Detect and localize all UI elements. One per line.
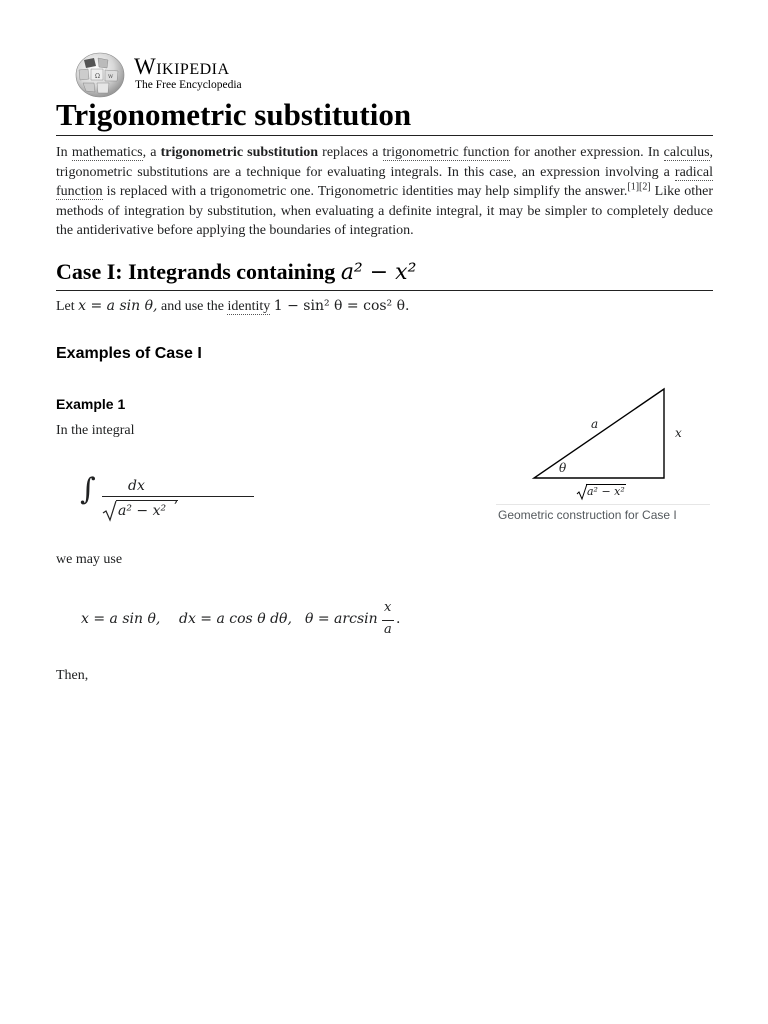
intro-text: is replaced with a trigonometric one. Trigonometric identities may help simplify the answer.: [102, 184, 628, 200]
intro-text: Like other methods of integration by substitution, when evaluating a definite integral, it may be simpler to completely deduce the antiderivative before applying the boundaries of integration.: [56, 184, 714, 239]
integral-comma: ,: [174, 490, 179, 506]
arcsin-numerator: x: [384, 600, 392, 615]
link-trigonometric-function[interactable]: trigonometric function: [382, 145, 510, 160]
reference-2[interactable]: [2]: [639, 181, 651, 193]
intro-text: replaces a: [318, 145, 383, 160]
svg-text:Ω: Ω: [95, 73, 100, 80]
integral-sign: ∫: [80, 472, 96, 507]
wikipedia-tagline: The Free Encyclopedia: [135, 79, 242, 91]
substitution-dx: dx = a cos θ dθ,: [179, 611, 292, 627]
intro-paragraph: [56, 143, 713, 241]
heading-math: a² − x²: [340, 260, 417, 285]
let-paragraph: [56, 297, 713, 317]
wikipedia-globe-icon: [74, 52, 126, 98]
figure-caption: Geometric construction for Case I: [498, 508, 677, 522]
we-may-use-text: we may use: [56, 552, 123, 567]
intro-text: for another expression. In: [509, 145, 664, 160]
equation-period: .: [396, 611, 401, 627]
let-text: Let: [56, 299, 79, 314]
arcsin-denominator: a: [384, 622, 392, 637]
example-1-heading: Example 1: [56, 396, 126, 412]
integral-equation: [80, 474, 200, 524]
link-radical-function[interactable]: radical function: [56, 164, 713, 200]
right-triangle: [534, 389, 664, 478]
section-heading-case-1: [56, 257, 713, 291]
intro-text: In: [56, 145, 72, 160]
heading-text: Case I: Integrands containing: [56, 259, 341, 284]
integral-denominator: a² − x²: [118, 503, 167, 519]
label-opposite: x: [675, 426, 682, 440]
let-math: x = a sin θ,: [78, 298, 158, 314]
page-title: Trigonometric substitution: [56, 97, 713, 136]
then-text: Then,: [56, 668, 89, 683]
link-identity[interactable]: identity: [227, 299, 271, 314]
sqrt-sign-icon: [102, 500, 118, 522]
sqrt-bar: [116, 500, 178, 501]
label-hypotenuse: a: [591, 417, 599, 431]
subsection-heading-examples: Examples of Case I: [56, 345, 202, 362]
label-angle: θ: [559, 461, 567, 475]
caption-divider: [496, 504, 710, 505]
link-mathematics[interactable]: mathematics: [71, 145, 143, 160]
substitution-equations: [81, 600, 441, 643]
substitution-theta: θ = arcsin: [305, 611, 378, 627]
label-adjacent: a² − x²: [587, 485, 625, 498]
intro-text: , trigonometric substitutions are a technique for evaluating integrals. In this case, an expression involving a: [56, 145, 714, 180]
integral-numerator: dx: [128, 478, 145, 494]
reference-1[interactable]: [1]: [627, 181, 640, 193]
in-the-integral-text: In the integral: [56, 423, 135, 438]
wikipedia-logo[interactable]: [74, 52, 254, 98]
wikipedia-wordmark: Wikipedia: [134, 54, 230, 79]
intro-text: , a: [142, 145, 161, 160]
svg-text:W: W: [108, 74, 114, 80]
identity-math: 1 − sin² θ = cos² θ.: [273, 298, 410, 314]
bold-term: trigonometric substitution: [160, 145, 318, 160]
use-text: and use the: [157, 299, 228, 314]
link-calculus[interactable]: calculus: [663, 145, 710, 160]
triangle-figure[interactable]: [520, 380, 700, 504]
arcsin-fraction-bar: [382, 620, 394, 621]
substitution-x: x = a sin θ,: [81, 611, 161, 627]
